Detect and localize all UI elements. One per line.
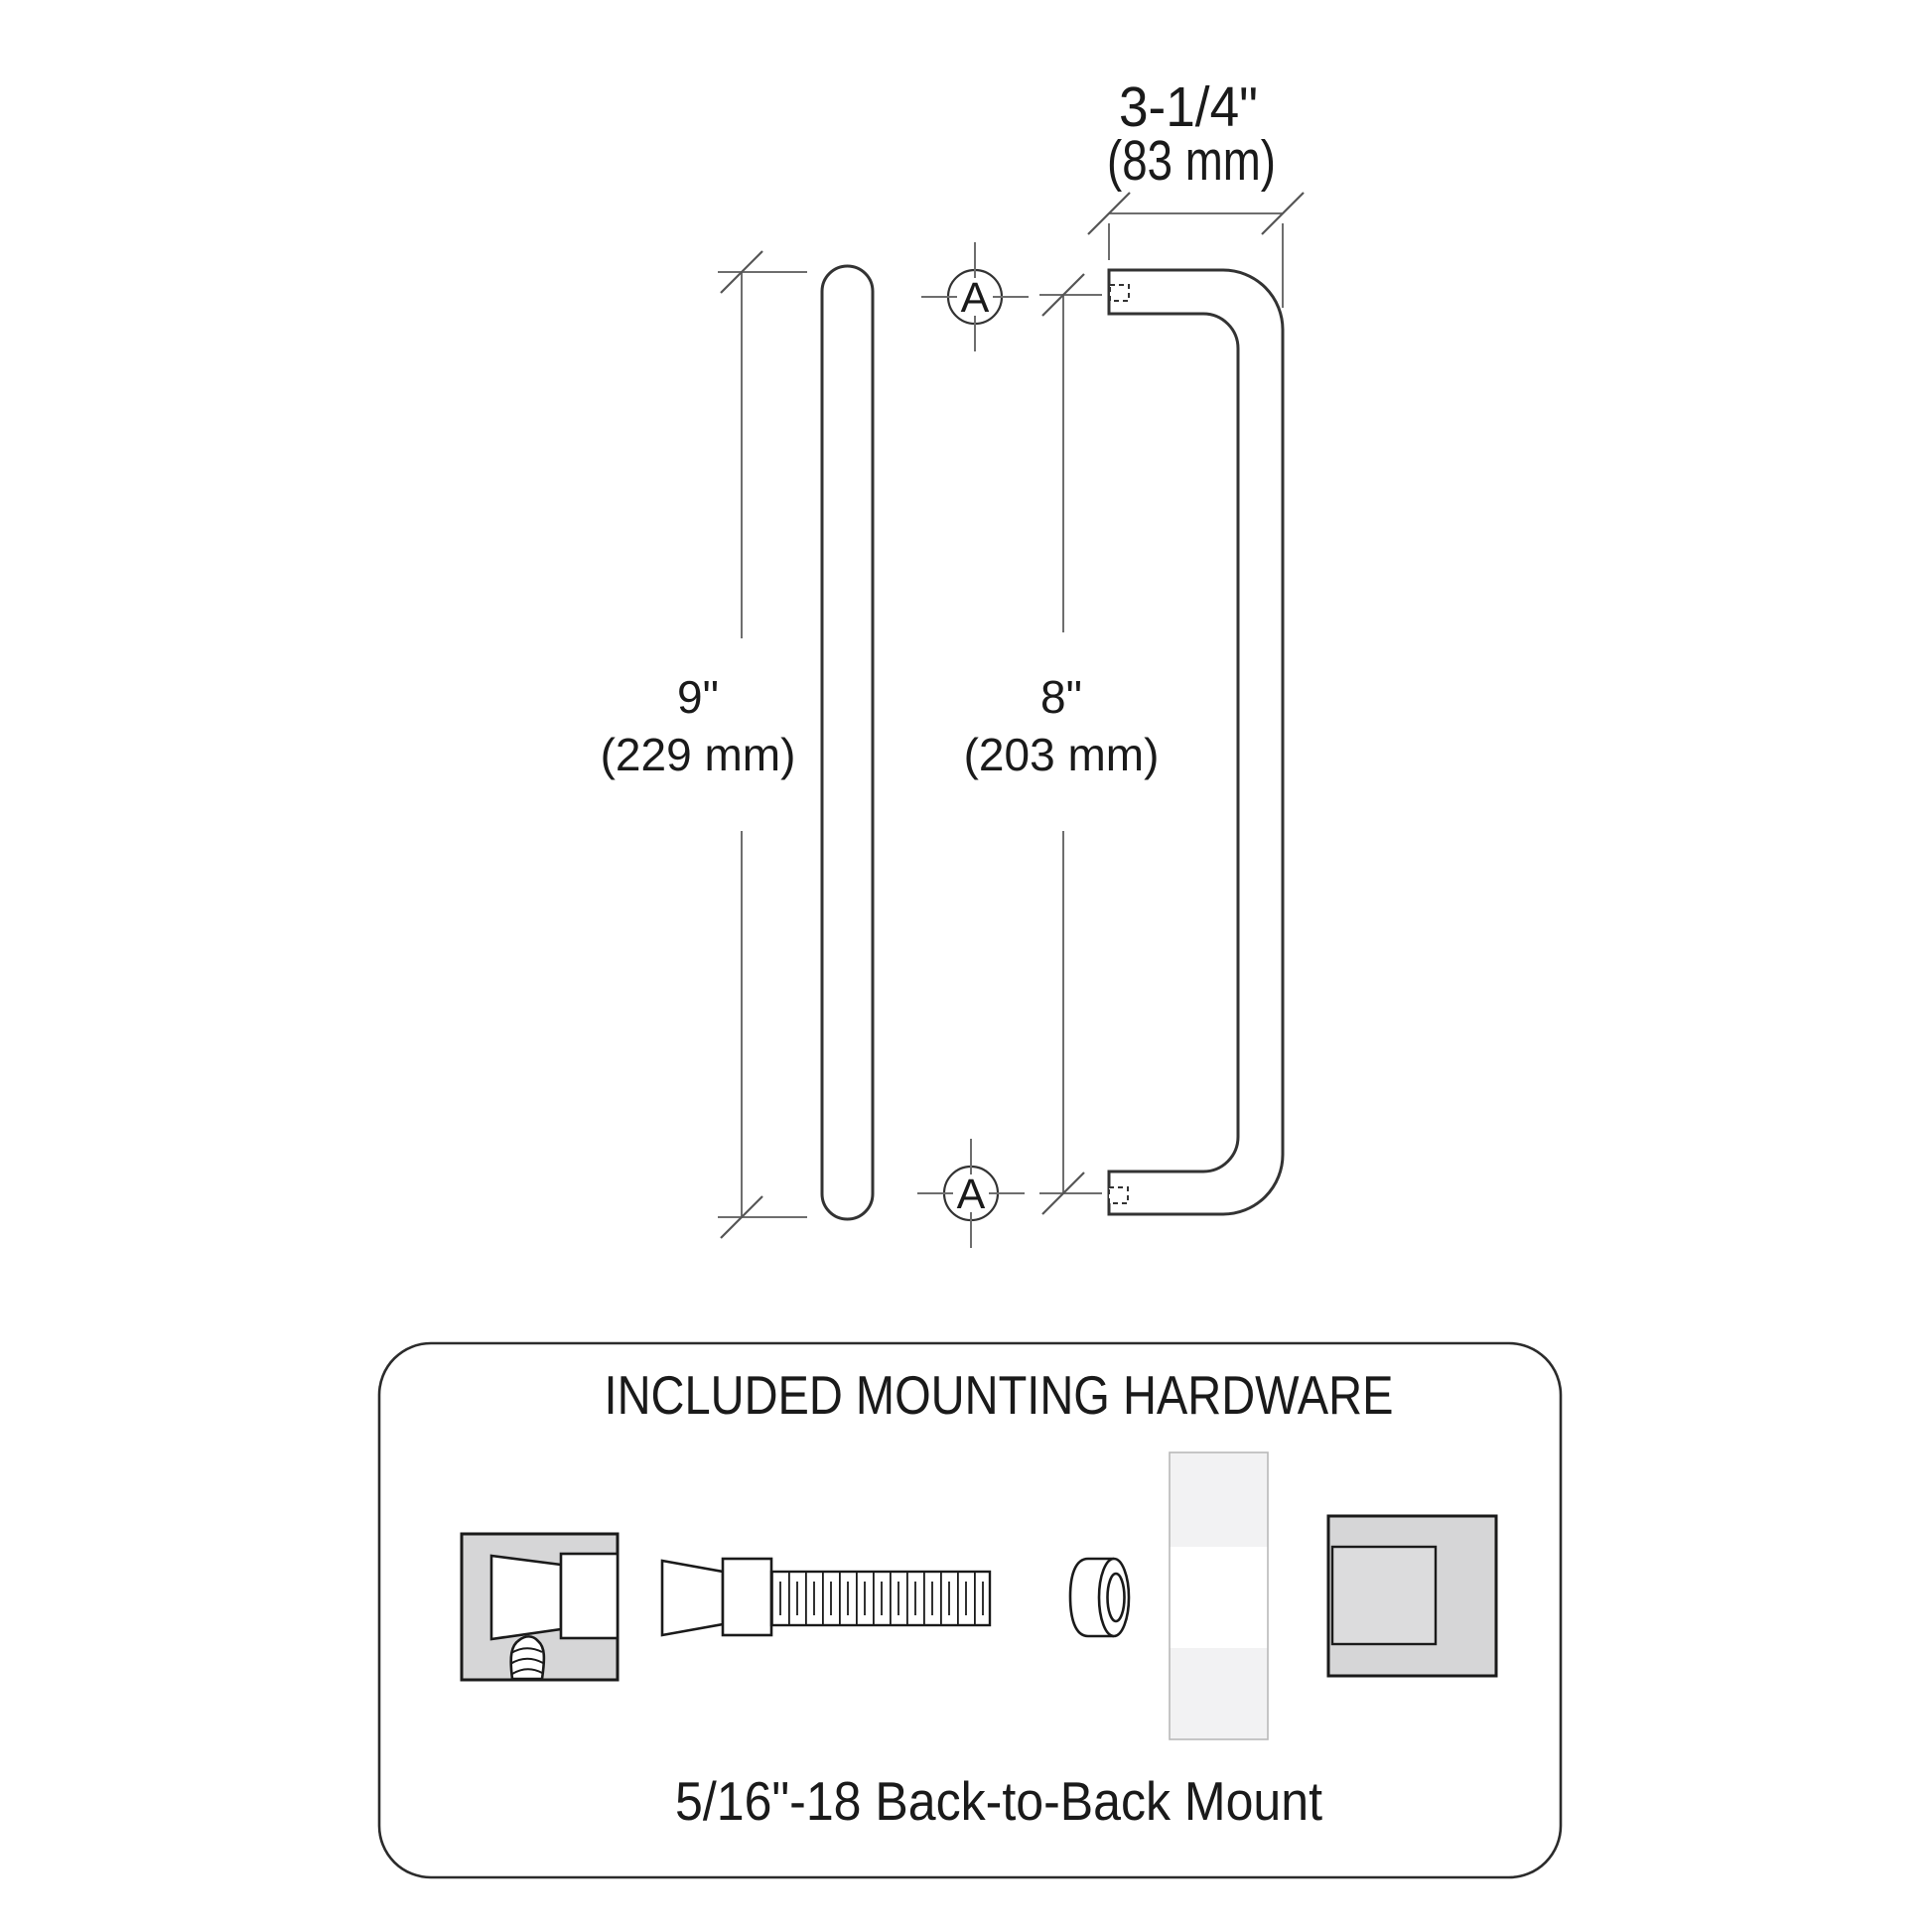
bolt-threaded-shank [771,1572,990,1625]
hole-spacing-label-mm: (203 mm) [963,729,1160,780]
opposite-post-end [1328,1516,1496,1676]
handle-post-section [462,1534,618,1680]
handle-side-outline [822,266,873,1219]
bore-socket [561,1554,618,1638]
bolt-cone-washer [662,1561,723,1635]
handle-side-view [822,266,873,1219]
hardware-box-caption: 5/16"-18 Back-to-Back Mount [675,1770,1322,1832]
glass-panel [1170,1452,1268,1739]
marker-letter: A [960,274,990,322]
marker-letter: A [956,1171,986,1218]
mount-hole-bottom [1109,1187,1128,1203]
countersunk-bore-cone [491,1556,561,1639]
length-dimension [601,251,807,1238]
projection-label-inches: 3-1/4" [1119,75,1258,139]
projection-label-mm: (83 mm) [1107,129,1276,193]
hardware-box [379,1343,1561,1877]
bolt-head [723,1559,771,1635]
glass-top [1170,1452,1268,1547]
spacer-washer [1070,1559,1129,1636]
length-label-inches: 9" [677,671,719,723]
hole-marker-bottom [917,1139,1025,1248]
hole-spacing-label-inches: 8" [1040,671,1082,723]
washer-hole [1108,1574,1125,1621]
mount-hole-top [1110,285,1129,301]
length-label-mm: (229 mm) [600,729,796,780]
glass-bottom [1170,1648,1268,1739]
hole-marker-top [921,242,1029,351]
hole-spacing-dimension [964,274,1160,1214]
post-end-face [1332,1547,1436,1644]
set-screw [510,1636,544,1679]
glass-middle [1170,1547,1268,1648]
hardware-box-title: INCLUDED MOUNTING HARDWARE [604,1364,1394,1426]
